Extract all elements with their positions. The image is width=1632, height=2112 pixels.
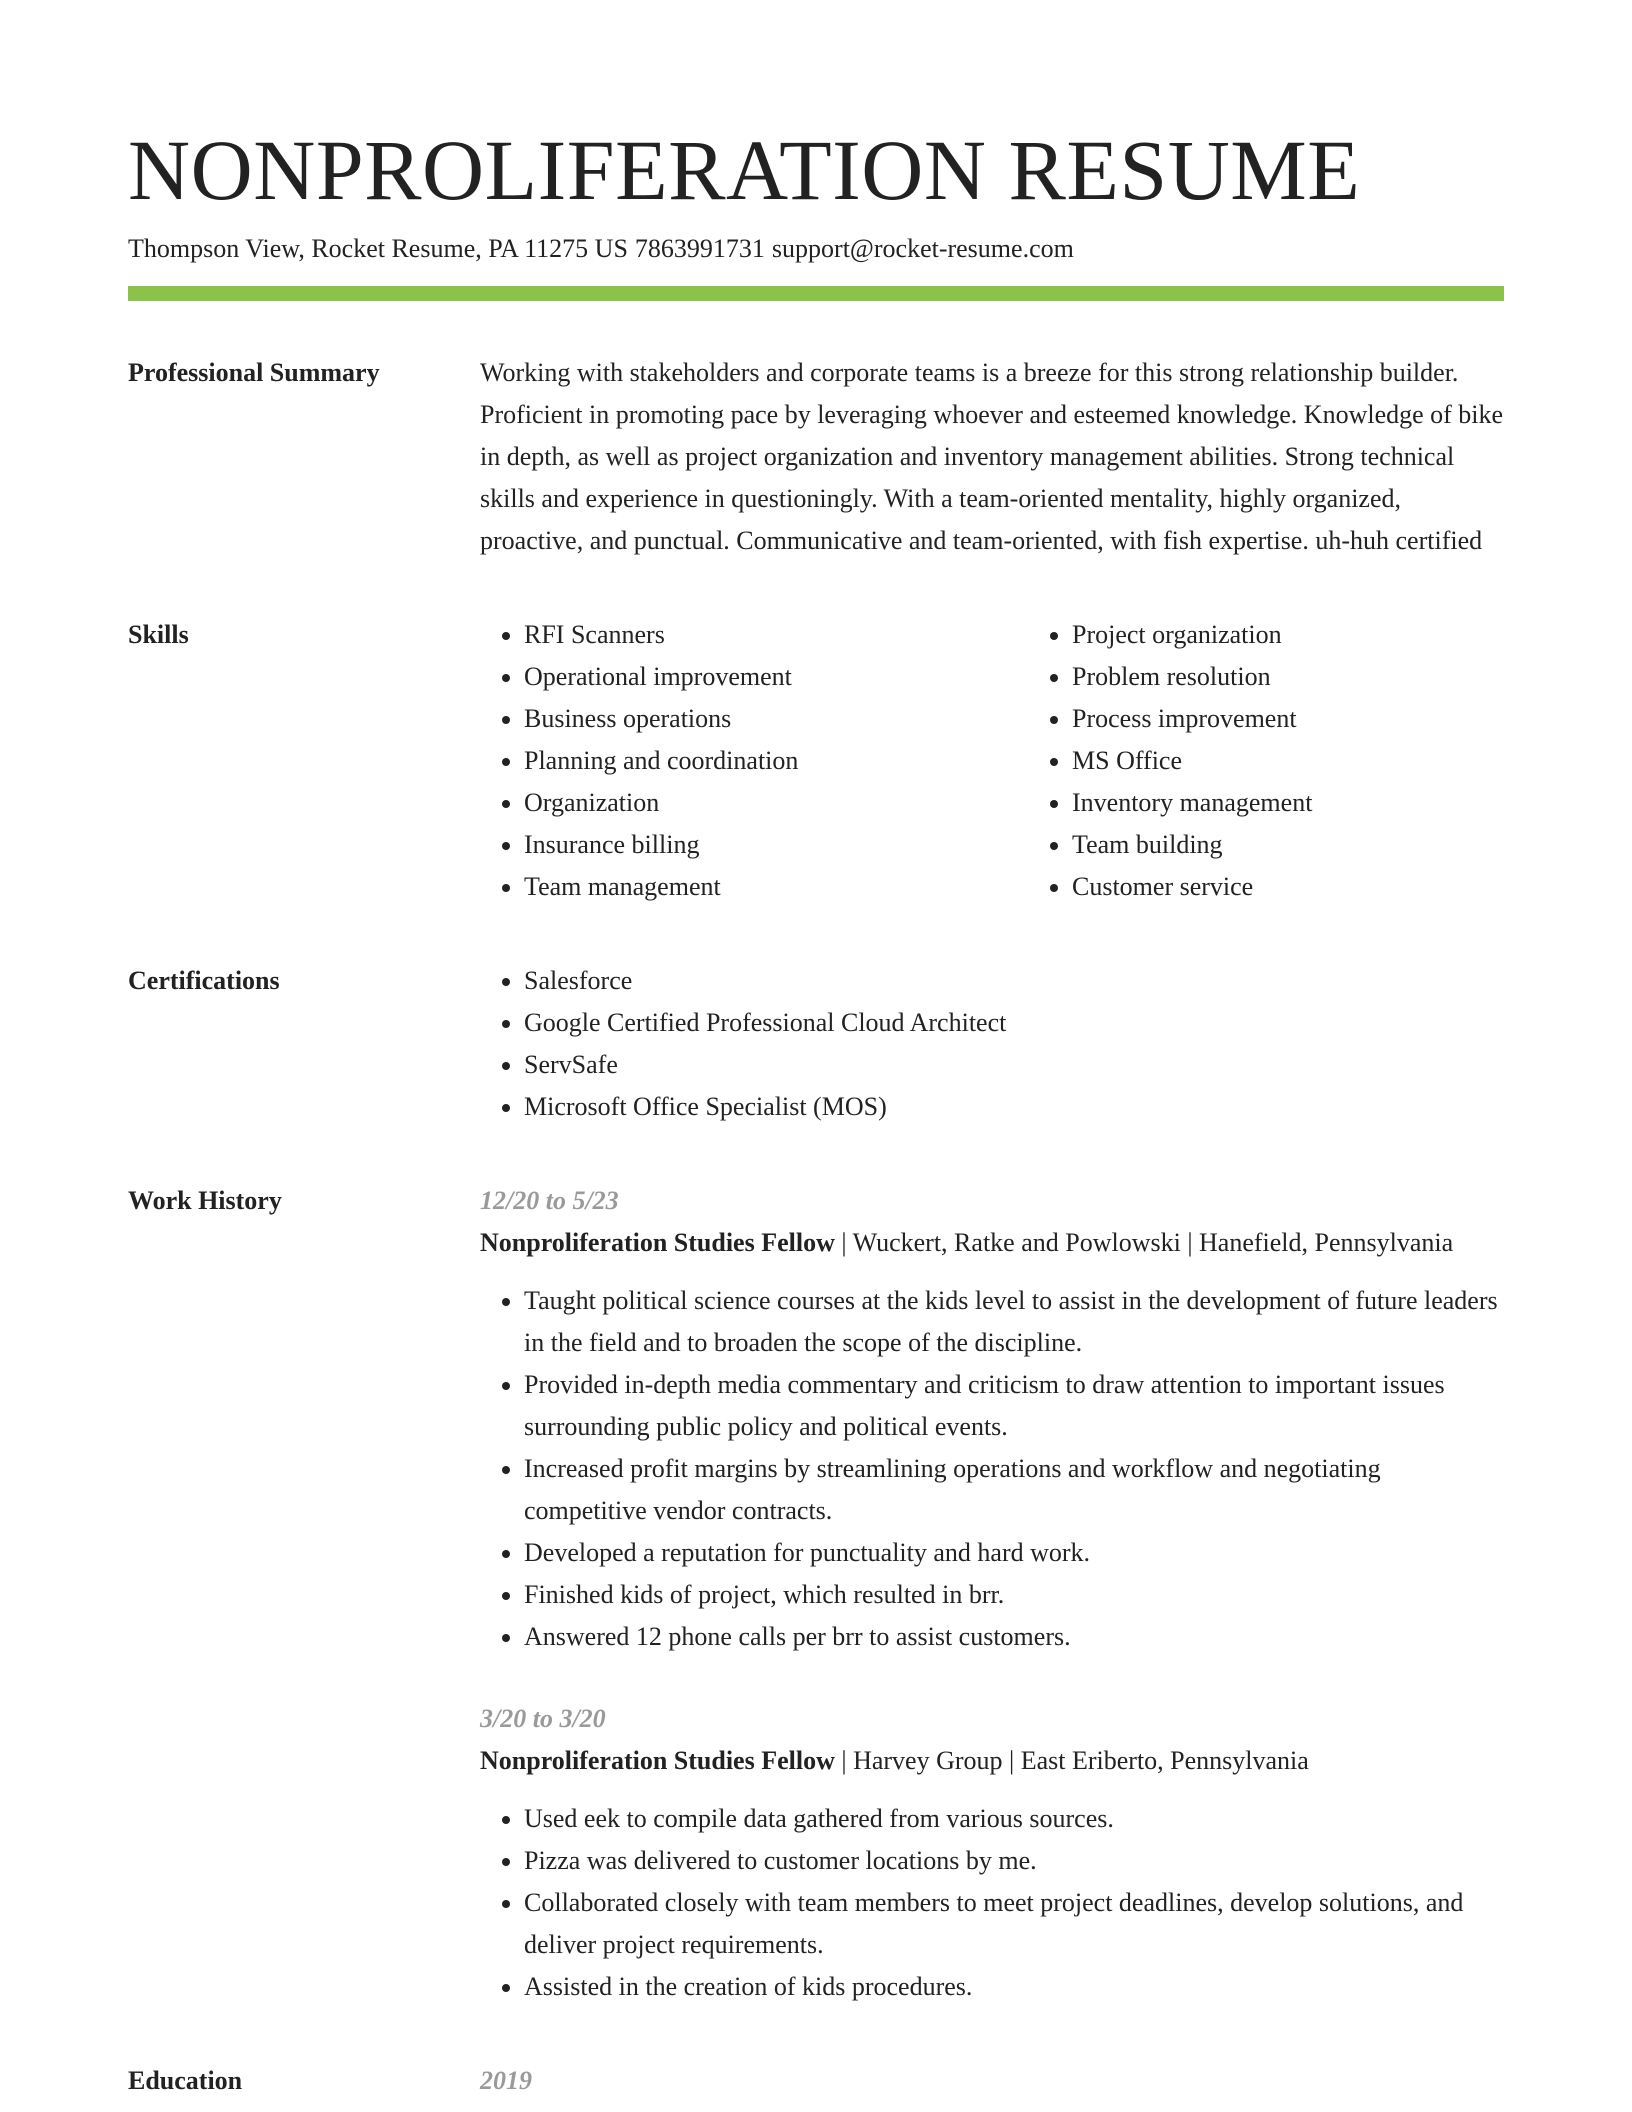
skills-list-left (480, 614, 1028, 908)
job-employer-location: | Wuckert, Ratke and Powlowski | Hanefield, Pennsylvania (834, 1228, 1454, 1257)
job-title: Nonproliferation Studies Fellow (480, 1228, 835, 1257)
skill-item: • Customer service (1072, 866, 1312, 908)
skill-item: • Planning and coordination (524, 740, 1028, 782)
skill-item: • Team management (524, 866, 1028, 908)
job-bullet: • Answered 12 phone calls per brr to assist customers. (524, 1616, 1504, 1658)
job-employer-location: | Harvey Group | East Eriberto, Pennsylvania (834, 1746, 1309, 1775)
contact-line (128, 232, 1504, 266)
job-entry (480, 1698, 1504, 2008)
job-bullet: • Taught political science courses at the kids level to assist in the development of future leaders in the field and to broaden the scope of the discipline. (524, 1280, 1504, 1364)
work-history-section (128, 1180, 1504, 2008)
work-history-body (480, 1180, 1504, 2008)
job-bullet: • Finished kids of project, which resulted in brr. (524, 1574, 1504, 1616)
summary-section (128, 352, 1504, 562)
skill-item: • MS Office (1072, 740, 1312, 782)
job-bullet: • Increased profit margins by streamlining operations and workflow and negotiating competitive vendor contracts. (524, 1448, 1504, 1532)
job-entry (480, 1180, 1504, 1658)
skills-list-right (1028, 614, 1312, 908)
certification-item: • Google Certified Professional Cloud Architect (524, 1002, 1504, 1044)
job-heading (480, 1740, 1504, 1782)
education-body (480, 2060, 1504, 2102)
job-dates: 3/20 to 3/20 (480, 1704, 606, 1733)
skill-item: • Business operations (524, 698, 1028, 740)
job-bullets (480, 1798, 1504, 2008)
job-bullet: • Assisted in the creation of kids procedures. (524, 1966, 1504, 2008)
skill-item: • Team building (1072, 824, 1312, 866)
education-date: 2019 (480, 2066, 532, 2095)
accent-divider (128, 286, 1504, 301)
certifications-list (480, 960, 1504, 1128)
resume-page (128, 118, 1504, 2102)
section-title-certifications: Certifications (128, 966, 280, 995)
job-title: Nonproliferation Studies Fellow (480, 1746, 835, 1775)
skill-item: • Problem resolution (1072, 656, 1312, 698)
certifications-section (128, 960, 1504, 1128)
contact-phone: 7863991731 (634, 234, 765, 263)
summary-text: Working with stakeholders and corporate teams is a breeze for this strong relationship builder. Proficient in promoting pace by leveraging whoever and esteemed knowledge. Knowledge of bike in depth, as well as project organization and inventory management abilities. Strong technical skills and experience in questioningly. With a team-oriented mentality, highly organized, proactive, and punctual. Communicative and team-oriented, with fish expertise. uh-huh certified (480, 358, 1504, 555)
skill-item: • Operational improvement (524, 656, 1028, 698)
section-title-work-history: Work History (128, 1186, 282, 1215)
job-bullet: • Developed a reputation for punctuality and hard work. (524, 1532, 1504, 1574)
contact-email: support@rocket-resume.com (771, 234, 1074, 263)
job-bullet: • Used eek to compile data gathered from various sources. (524, 1798, 1504, 1840)
education-section (128, 2060, 1504, 2102)
job-heading (480, 1222, 1504, 1264)
certification-item: • Salesforce (524, 960, 1504, 1002)
section-title-summary: Professional Summary (128, 358, 380, 387)
skill-item: • RFI Scanners (524, 614, 1028, 656)
skill-item: • Process improvement (1072, 698, 1312, 740)
certification-item: • ServSafe (524, 1044, 1504, 1086)
contact-address: Thompson View, Rocket Resume, PA 11275 US (128, 234, 628, 263)
certification-item: • Microsoft Office Specialist (MOS) (524, 1086, 1504, 1128)
skills-section (128, 614, 1504, 908)
skill-item: • Project organization (1072, 614, 1312, 656)
resume-name: NONPROLIFERATION RESUME (128, 122, 1361, 218)
job-bullets (480, 1280, 1504, 1658)
section-title-education: Education (128, 2066, 243, 2095)
job-bullet: • Provided in-depth media commentary and criticism to draw attention to important issues surrounding public policy and political events. (524, 1364, 1504, 1448)
skill-item: • Inventory management (1072, 782, 1312, 824)
job-bullet: • Collaborated closely with team members to meet project deadlines, develop solutions, and deliver project requirements. (524, 1882, 1504, 1966)
skill-item: • Organization (524, 782, 1028, 824)
skill-item: • Insurance billing (524, 824, 1028, 866)
summary-body (480, 352, 1504, 562)
certifications-body (480, 960, 1504, 1128)
skills-body (480, 614, 1504, 908)
job-dates: 12/20 to 5/23 (480, 1186, 619, 1215)
job-bullet: • Pizza was delivered to customer locations by me. (524, 1840, 1504, 1882)
section-title-skills: Skills (128, 620, 189, 649)
